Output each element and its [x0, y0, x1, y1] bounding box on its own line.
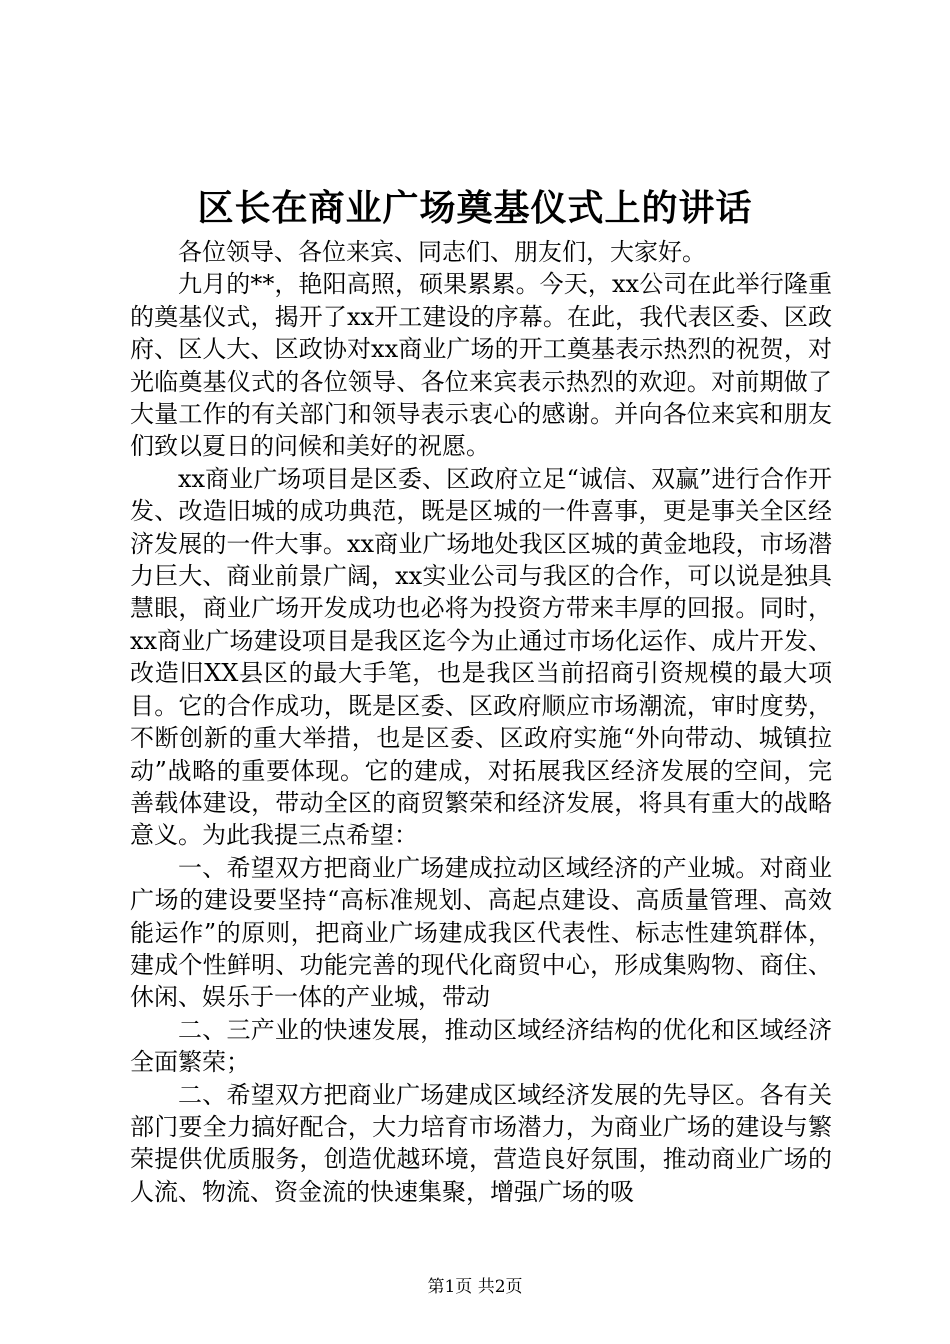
document-body — [130, 236, 832, 1208]
page-number-footer: 第1页 共2页 — [427, 1277, 523, 1297]
paragraph-hope-two: 二、希望双方把商业广场建成区域经济发展的先导区。各有关部门要全力搞好配合，大力培育市场潜力，为商业广场的建设与繁荣提供优质服务，创造优越环境，营造良好氛围，推动商业广场的人流、物流、资金流的快速集聚，增强广场的吸 — [130, 1080, 832, 1206]
paragraph-hope-one: 一、希望双方把商业广场建成拉动区域经济的产业城。对商业广场的建设要坚持“高标准规划、高起点建设、高质量管理、高效能运作”的原则，把商业广场建成我区代表性、标志性建筑群体，建成个性鲜明、功能完善的现代化商贸中心，形成集购物、商住、休闲、娱乐于一体的产业城，带动 — [130, 853, 832, 1012]
paragraph-project: xx商业广场项目是区委、区政府立足“诚信、双赢”进行合作开发、改造旧城的成功典范，既是区城的一件喜事，更是事关全区经济发展的一件大事。xx商业广场地处我区区城的黄金地段，市场潜力巨大、商业前景广阔，xx实业公司与我区的合作，可以说是独具慧眼，商业广场开发成功也必将为投资方带来丰厚的回报。同时，xx商业广场建设项目是我区迄今为止通过市场化运作、成片开发、改造旧XX县区的最大手笔，也是我区当前招商引资规模的最大项目。它的合作成功，既是区委、区政府顺应市场潮流，审时度势，不断创新的重大举措，也是区委、区政府实施“外向带动、城镇拉动”战略的重要体现。它的建成，对拓展我区经济发展的空间，完善载体建设，带动全区的商贸繁荣和经济发展，将具有重大的战略意义。为此我提三点希望： — [130, 464, 832, 850]
paragraph-greeting: 各位领导、各位来宾、同志们、朋友们，大家好。 — [178, 238, 706, 266]
paragraph-opening: 九月的**，艳阳高照，硕果累累。今天，xx公司在此举行隆重的奠基仪式，揭开了xx开工建设的序幕。在此，我代表区委、区政府、区人大、区政协对xx商业广场的开工奠基表示热烈的祝贺，对光临奠基仪式的各位领导、各位来宾表示热烈的欢迎。对前期做了大量工作的有关部门和领导表示衷心的感谢。并向各位来宾和朋友们致以夏日的问候和美好的祝愿。 — [130, 270, 832, 461]
paragraph-hope-one-continued: 二、三产业的快速发展，推动区域经济结构的优化和区域经济全面繁荣； — [130, 1015, 832, 1077]
document-title: 区长在商业广场奠基仪式上的讲话 — [197, 187, 753, 229]
